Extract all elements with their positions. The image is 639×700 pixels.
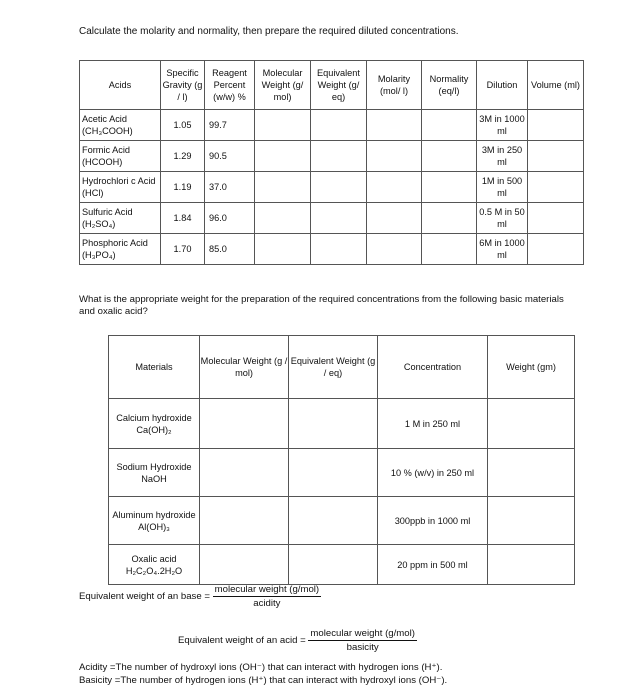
weight-cell [488, 497, 575, 545]
molarity-cell [367, 203, 422, 234]
molecular-weight-cell [200, 399, 289, 449]
specific-gravity: 1.70 [161, 234, 205, 265]
dilution: 6M in 1000 ml [477, 234, 528, 265]
page-heading: Calculate the molarity and normality, then prepare the required diluted concentrations. [79, 26, 459, 37]
normality-cell [422, 172, 477, 203]
equivalent-weight-cell [289, 497, 378, 545]
specific-gravity: 1.19 [161, 172, 205, 203]
reagent-percent: 37.0 [205, 172, 255, 203]
reagent-percent: 96.0 [205, 203, 255, 234]
table-row [109, 449, 575, 497]
material-name: Oxalic acid H₂C₂O₄.2H₂O [109, 545, 200, 585]
concentration: 10 % (w/v) in 250 ml [378, 449, 488, 497]
materials-table-header [109, 336, 575, 399]
reagent-percent: 90.5 [205, 141, 255, 172]
header-materials: Materials [109, 336, 200, 399]
base-numerator: molecular weight (g/mol) [214, 584, 320, 595]
dilution: 0.5 M in 50 ml [477, 203, 528, 234]
molarity-cell [367, 141, 422, 172]
header-equivalent-weight: Equivalent Weight (g/ eq) [311, 61, 367, 110]
volume-cell [528, 203, 584, 234]
molecular-weight-cell [200, 449, 289, 497]
header-molecular-weight: Molecular Weight (g / mol) [200, 336, 289, 399]
equivalent-weight-cell [311, 203, 367, 234]
specific-gravity: 1.29 [161, 141, 205, 172]
acids-table-header [80, 61, 584, 110]
normality-cell [422, 141, 477, 172]
weight-cell [488, 399, 575, 449]
base-denominator: acidity [253, 598, 281, 609]
equivalent-weight-cell [289, 545, 378, 585]
acid-name: Formic Acid (HCOOH) [80, 141, 161, 172]
acid-name: Acetic Acid (CH₃COOH) [80, 110, 161, 141]
molecular-weight-cell [255, 172, 311, 203]
concentration: 300ppb in 1000 ml [378, 497, 488, 545]
equivalent-weight-cell [311, 141, 367, 172]
table-row [109, 399, 575, 449]
acid-formula [178, 628, 417, 653]
volume-cell [528, 172, 584, 203]
reagent-percent: 85.0 [205, 234, 255, 265]
header-molecular-weight: Molecular Weight (g/ mol) [255, 61, 311, 110]
dilution: 3M in 250 ml [477, 141, 528, 172]
equivalent-weight-cell [311, 234, 367, 265]
molarity-cell [367, 172, 422, 203]
equivalent-weight-cell [311, 110, 367, 141]
material-name: Sodium Hydroxide NaOH [109, 449, 200, 497]
concentration: 1 M in 250 ml [378, 399, 488, 449]
acid-denominator: basicity [346, 642, 379, 653]
molecular-weight-cell [255, 203, 311, 234]
dilution: 1M in 500 ml [477, 172, 528, 203]
question-text: What is the appropriate weight for the preparation of the required concentrations from the following basic materials and oxalic acid? [79, 294, 564, 317]
reagent-percent: 99.7 [205, 110, 255, 141]
header-acids: Acids [80, 61, 161, 110]
acid-name: Sulfuric Acid (H₂SO₄) [80, 203, 161, 234]
acid-formula-label: Equivalent weight of an acid = [178, 635, 306, 647]
molecular-weight-cell [200, 497, 289, 545]
base-fraction [213, 584, 322, 609]
table-row [80, 203, 584, 234]
volume-cell [528, 234, 584, 265]
concentration: 20 ppm in 500 ml [378, 545, 488, 585]
volume-cell [528, 141, 584, 172]
table-row [109, 545, 575, 585]
basicity-definition: Basicity =The number of hydrogen ions (H⁺) that can interact with hydroxyl ions (OH⁻). [79, 675, 448, 686]
molecular-weight-cell [200, 545, 289, 585]
equivalent-weight-cell [311, 172, 367, 203]
acid-fraction [308, 628, 417, 653]
acids-table [79, 60, 584, 265]
volume-cell [528, 110, 584, 141]
table-row [80, 234, 584, 265]
equivalent-weight-cell [289, 449, 378, 497]
normality-cell [422, 234, 477, 265]
header-weight: Weight (gm) [488, 336, 575, 399]
base-formula-label: Equivalent weight of an base = [79, 591, 210, 603]
acid-name: Hydrochlori c Acid (HCl) [80, 172, 161, 203]
base-formula [79, 584, 321, 609]
table-row [80, 110, 584, 141]
acidity-definition: Acidity =The number of hydroxyl ions (OH⁻) that can interact with hydrogen ions (H⁺). [79, 662, 443, 673]
header-equivalent-weight: Equivalent Weight (g / eq) [289, 336, 378, 399]
dilution: 3M in 1000 ml [477, 110, 528, 141]
table-row [109, 497, 575, 545]
weight-cell [488, 545, 575, 585]
specific-gravity: 1.05 [161, 110, 205, 141]
materials-table [108, 335, 575, 585]
acid-numerator: molecular weight (g/mol) [310, 628, 415, 639]
specific-gravity: 1.84 [161, 203, 205, 234]
material-name: Calcium hydroxide Ca(OH)₂ [109, 399, 200, 449]
header-specific-gravity: Specific Gravity (g / l) [161, 61, 205, 110]
header-dilution: Dilution [477, 61, 528, 110]
acid-name: Phosphoric Acid (H₃PO₄) [80, 234, 161, 265]
molecular-weight-cell [255, 141, 311, 172]
header-normality: Normality (eq/l) [422, 61, 477, 110]
molarity-cell [367, 234, 422, 265]
molecular-weight-cell [255, 110, 311, 141]
material-name: Aluminum hydroxide Al(OH)₃ [109, 497, 200, 545]
header-molarity: Molarity (mol/ l) [367, 61, 422, 110]
weight-cell [488, 449, 575, 497]
molecular-weight-cell [255, 234, 311, 265]
molarity-cell [367, 110, 422, 141]
equivalent-weight-cell [289, 399, 378, 449]
normality-cell [422, 203, 477, 234]
table-row [80, 141, 584, 172]
header-concentration: Concentration [378, 336, 488, 399]
header-reagent-percent: Reagent Percent (w/w) % [205, 61, 255, 110]
normality-cell [422, 110, 477, 141]
header-volume: Volume (ml) [528, 61, 584, 110]
table-row [80, 172, 584, 203]
